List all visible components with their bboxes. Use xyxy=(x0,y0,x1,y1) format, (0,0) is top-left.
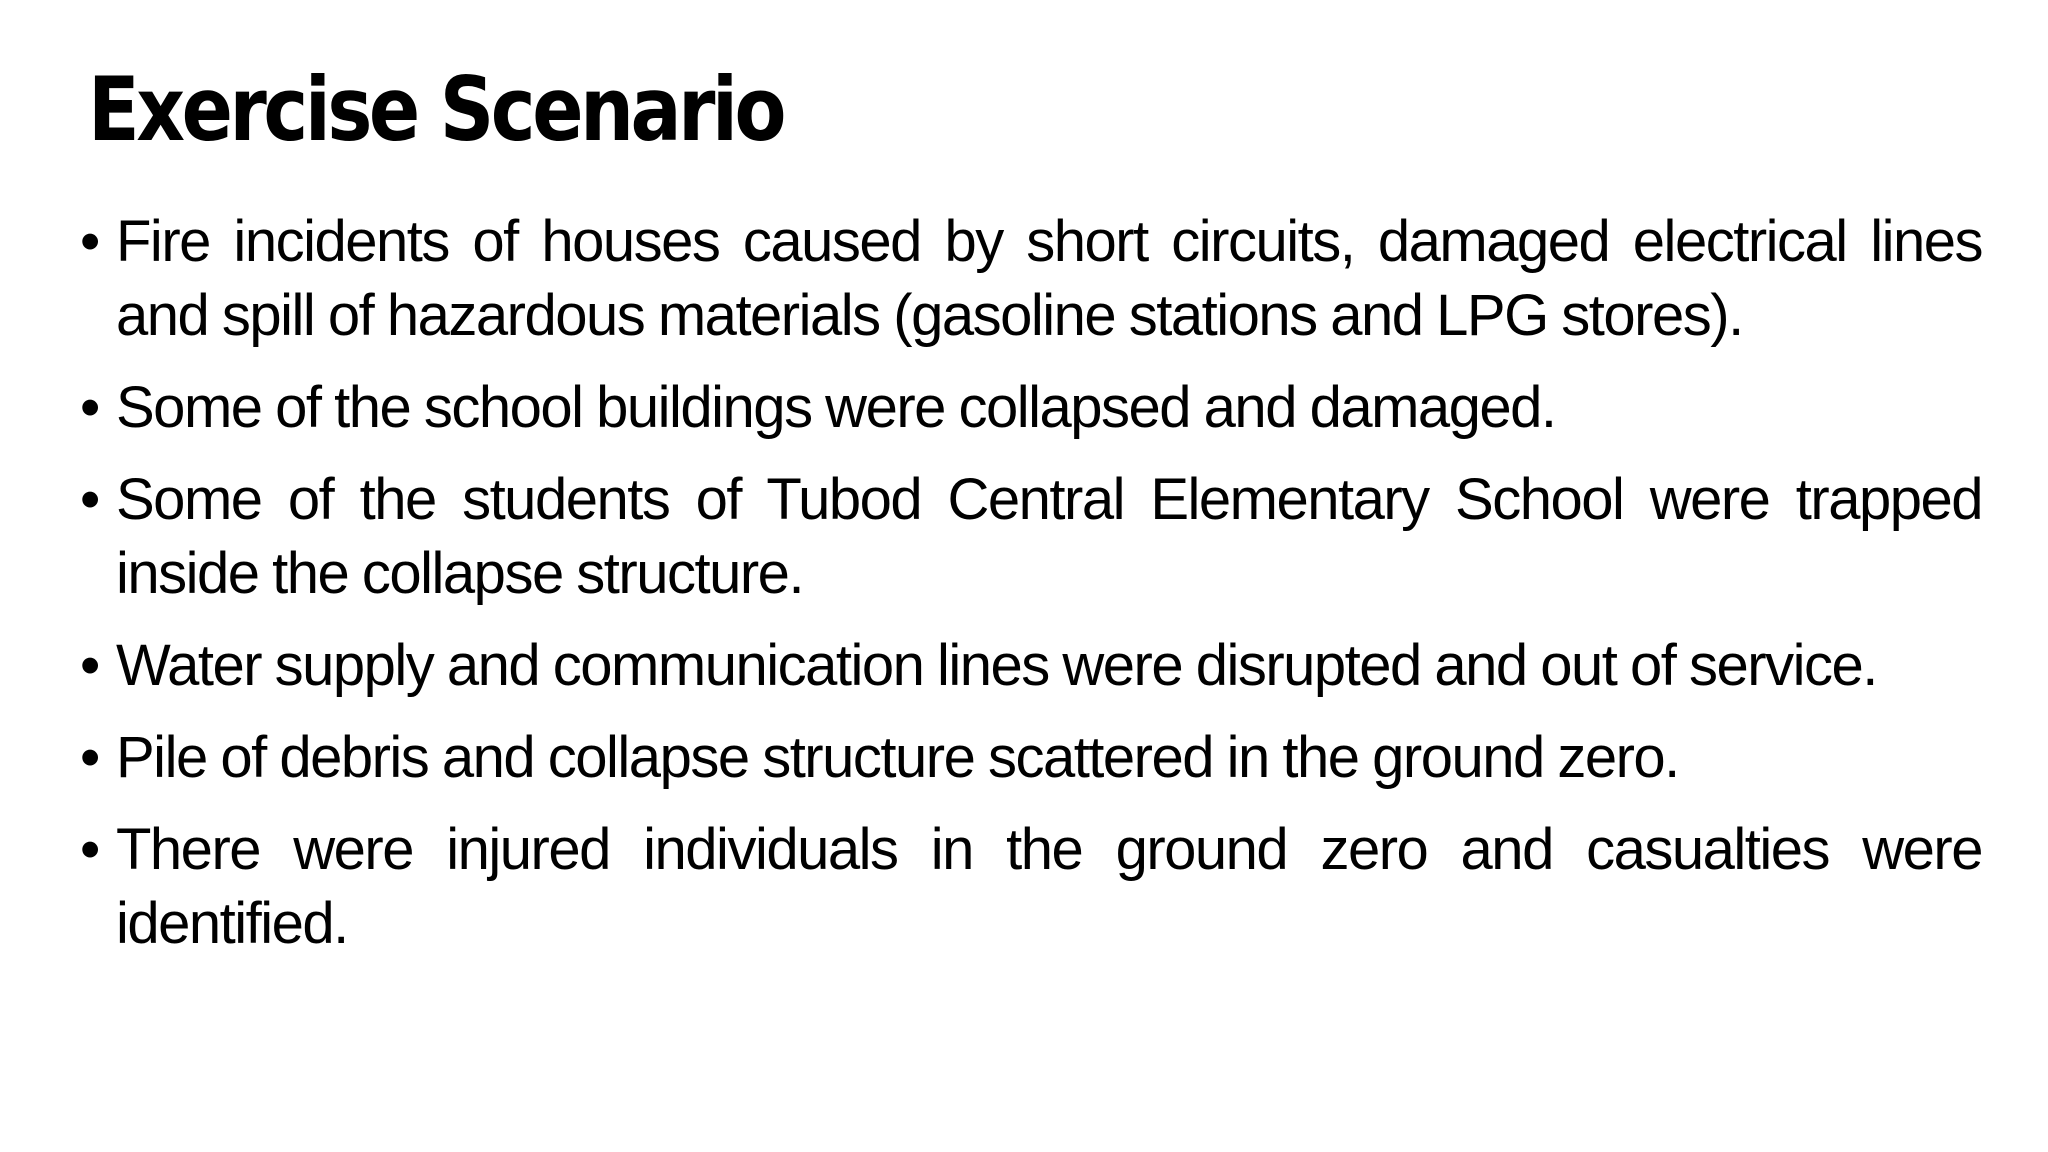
bullet-marker: • xyxy=(80,209,99,274)
bullet-item xyxy=(80,371,1982,445)
bullet-marker: • xyxy=(80,633,99,698)
bullet-text: There were injured individuals in the ground zero and casualties were identified. xyxy=(116,817,1982,956)
bullet-text: Water supply and communication lines were disrupted and out of service. xyxy=(116,633,1877,698)
bullet-item xyxy=(80,463,1982,611)
bullet-text: Some of the school buildings were collapsed and damaged. xyxy=(116,375,1556,440)
bullet-marker: • xyxy=(80,725,99,790)
bullet-text: Fire incidents of houses caused by short circuits, damaged electrical lines and spill of hazardous materials (gasoline stations and LPG stores). xyxy=(116,209,1982,348)
bullet-item xyxy=(80,629,1982,703)
bullet-list xyxy=(80,205,1982,979)
slide-title: Exercise Scenario xyxy=(88,58,784,161)
bullet-item xyxy=(80,721,1982,795)
bullet-marker: • xyxy=(80,375,99,440)
bullet-item xyxy=(80,205,1982,353)
bullet-text: Some of the students of Tubod Central Elementary School were trapped inside the collapse structure. xyxy=(116,467,1982,606)
bullet-marker: • xyxy=(80,467,99,532)
bullet-text: Pile of debris and collapse structure scattered in the ground zero. xyxy=(116,725,1679,790)
bullet-marker: • xyxy=(80,817,99,882)
bullet-item xyxy=(80,813,1982,961)
